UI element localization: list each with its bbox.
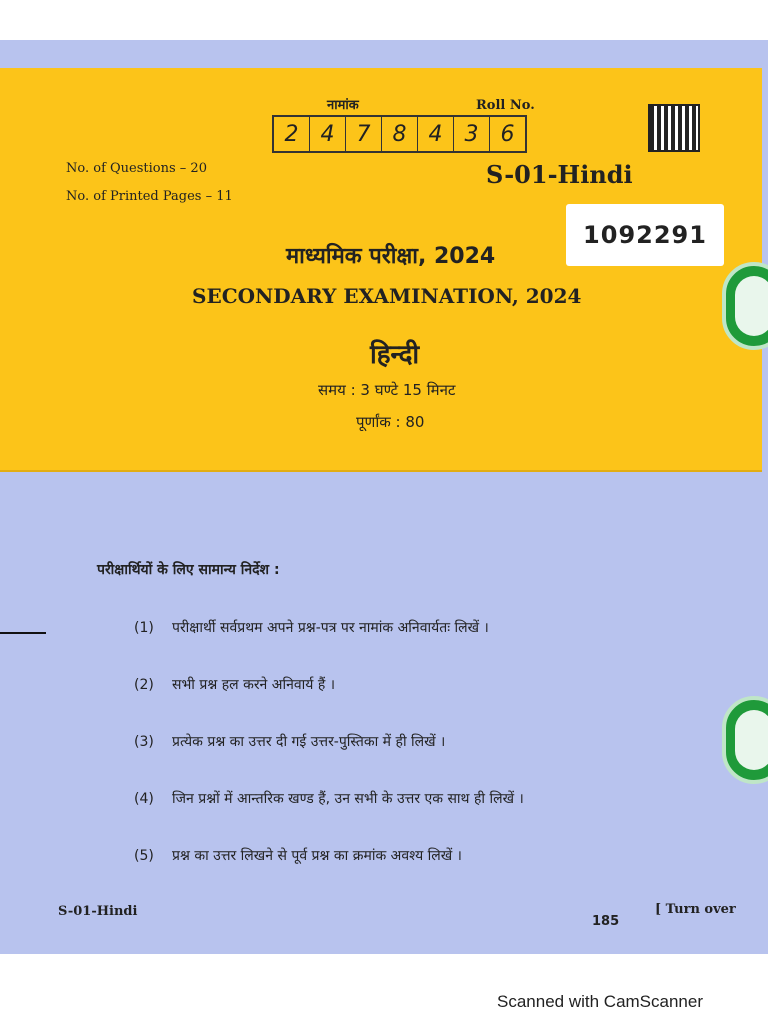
margin-line (0, 632, 46, 634)
questions-count: No. of Questions – 20 (66, 161, 207, 176)
roll-number-box (272, 115, 527, 153)
serial-sticker: 1092291 (566, 204, 724, 266)
roll-label: Roll No. (476, 98, 535, 113)
title-english: SECONDARY EXAMINATION, 2024 (192, 284, 582, 308)
roll-digit: 3 (454, 117, 490, 151)
paper-code: S-01-Hindi (486, 160, 633, 189)
instruction-item: (1) परीक्षार्थी सर्वप्रथम अपने प्रश्न-पत्र पर नामांक अनिवार्यतः लिखें । (134, 620, 489, 636)
roll-digit: 4 (418, 117, 454, 151)
scanner-watermark: Scanned with CamScanner (497, 992, 704, 1011)
instruction-item: (5) प्रश्न का उत्तर लिखने से पूर्व प्रश्न का क्रमांक अवश्य लिखें । (134, 848, 462, 864)
qr-code-icon (648, 104, 700, 152)
confidential-seal-icon (722, 696, 768, 784)
max-marks: पूर्णांक : 80 (356, 413, 425, 431)
printed-pages: No. of Printed Pages – 11 (66, 189, 233, 204)
roll-digit: 7 (346, 117, 382, 151)
instructions-heading: परीक्षार्थियों के लिए सामान्य निर्देश : (97, 562, 280, 578)
instruction-item: (4) जिन प्रश्नों में आन्तरिक खण्ड हैं, उन सभी के उत्तर एक साथ ही लिखें । (134, 791, 524, 807)
namank-label: नामांक (327, 98, 359, 113)
page-number: 185 (592, 914, 620, 929)
instruction-item: (2) सभी प्रश्न हल करने अनिवार्य हैं । (134, 677, 336, 693)
time-allowed: समय : 3 घण्टे 15 मिनट (318, 381, 456, 399)
exam-paper (0, 40, 768, 954)
confidential-seal-icon (722, 262, 768, 350)
roll-digit: 2 (274, 117, 310, 151)
roll-digit: 4 (310, 117, 346, 151)
roll-digit: 6 (500, 121, 515, 147)
footer-code: S-01-Hindi (58, 904, 138, 919)
turn-over-note: [ Turn over (655, 902, 736, 917)
roll-digit: 8 (382, 117, 418, 151)
subject-title: हिन्दी (370, 340, 420, 370)
title-hindi: माध्यमिक परीक्षा, 2024 (286, 244, 496, 269)
instruction-item: (3) प्रत्येक प्रश्न का उत्तर दी गई उत्तर-पुस्तिका में ही लिखें । (134, 734, 446, 750)
